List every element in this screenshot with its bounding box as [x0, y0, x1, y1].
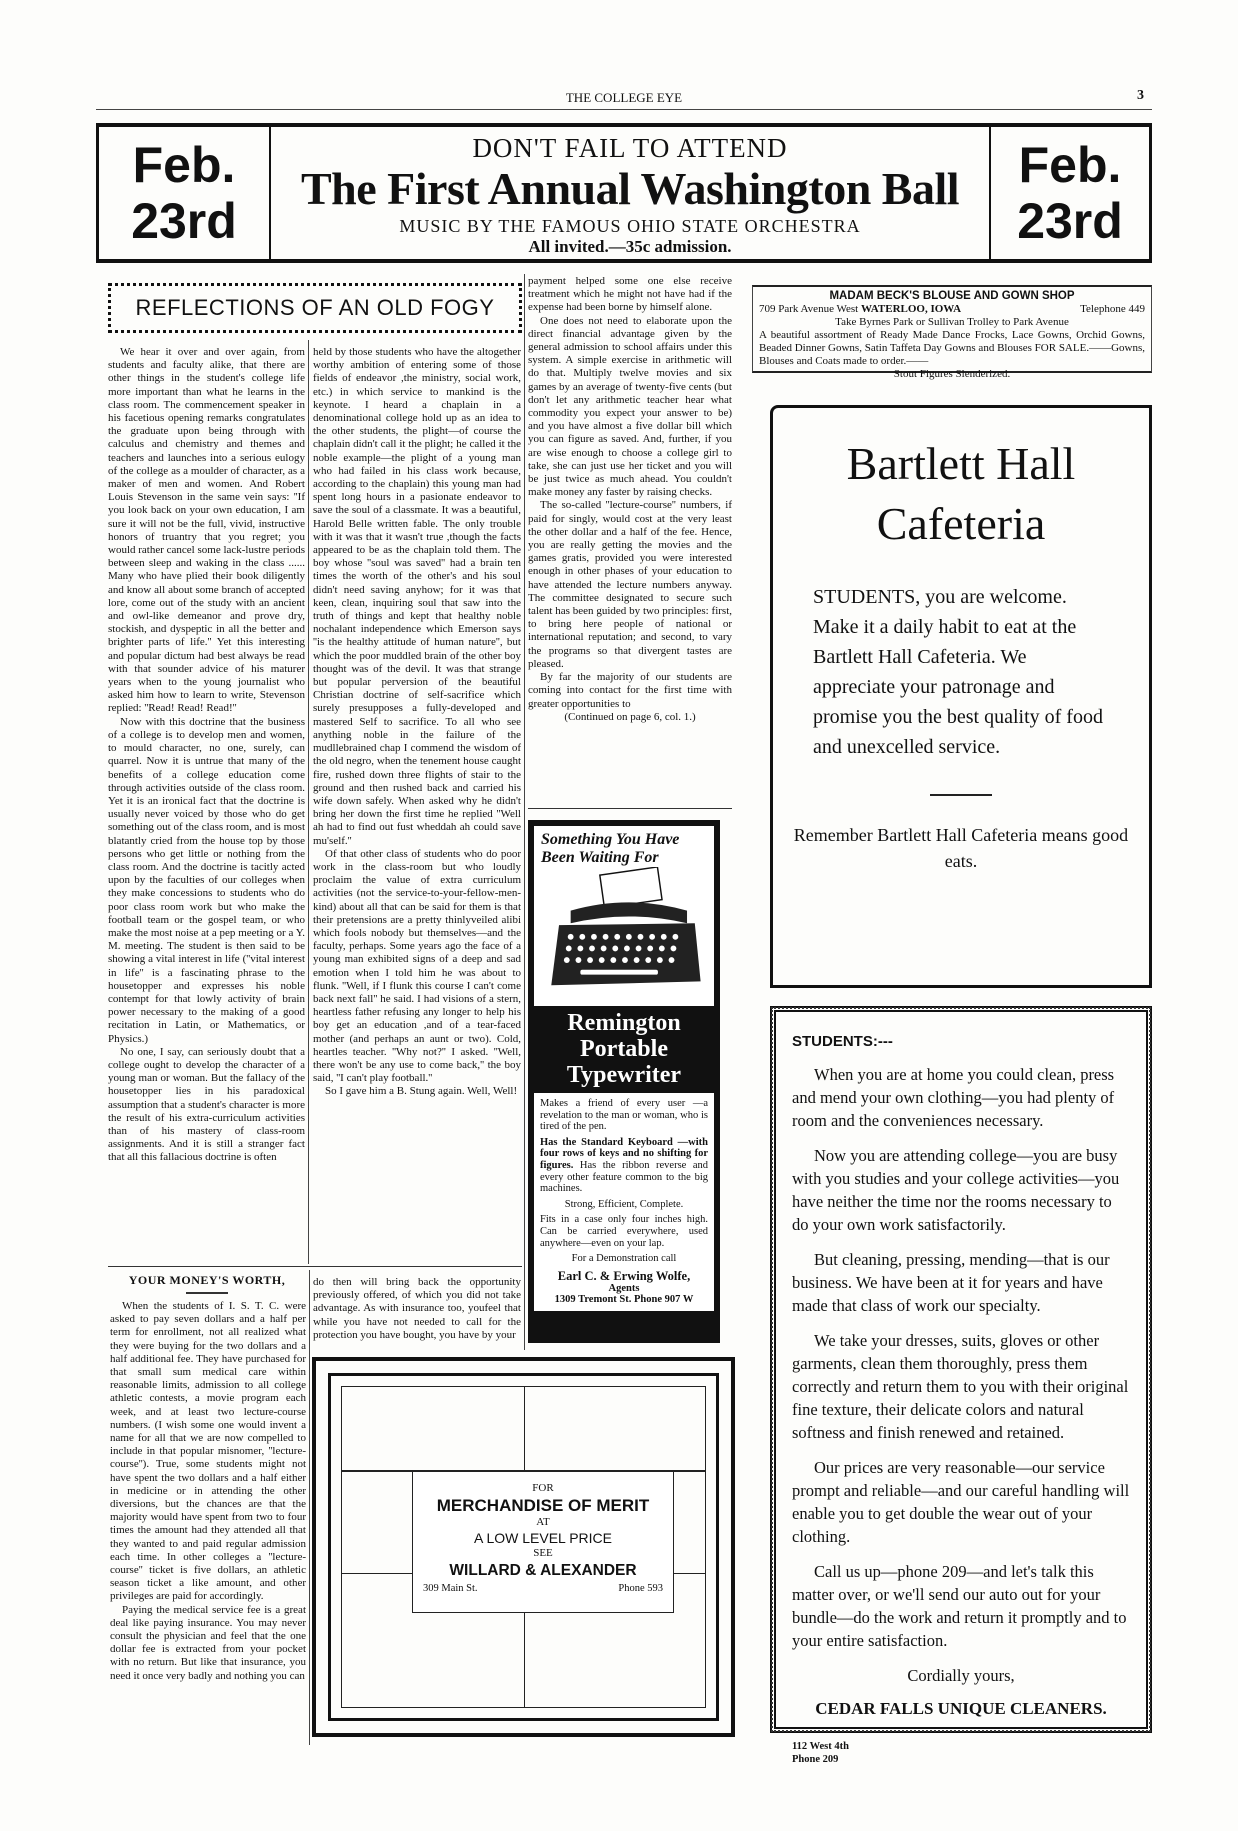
ad-paragraph: When you are at home you could clean, press and mend your own clothing—you had plenty of room and the conveniences necessary.: [792, 1065, 1115, 1130]
ad-line: FOR: [532, 1482, 554, 1494]
paragraph: The so-called ''lecture-course'' numbers, if paid for singly, would cost at the very least the other dollar and a half of the fee. Hence, you are really getting the movies and the games gratis, provided you were interested enough in other phases of your education to have attended the lecture numbers anyway. The committee designated to secure such talent has been guided by two principles: first, to bring here people of national or international reputation; and second, to vary the programs so that divergent tastes are pleased.: [528, 499, 732, 670]
paragraph: Now with this doctrine that the business of a college is to develop men and women, to mould character, no one, surely, can quarrel. Now it is untrue that many of the benefits of a college education come through activities outside of the class room. Yet it is an ironical fact that the doctrine is usually never voiced by those who do get something out of the class room, and is most blatantly cried from the house top by those persons who get little or nothing from the class room. And the doctrine is tacitly acted upon by the faculties of our colleges when they make concessions to students who do poor class room work but who make the football team or the gospel team, or who make the most noise at a pep meeting or a Y. M. meeting. The student is then said to be showing a vital interest in life (''vital interest in life'' is a fascinating phrase to the housetopper and expresses his noble contempt for that lowly activity of brain power necessary to the making of a good recitation in Latin, or Mathematics, or Physics.): [108, 715, 305, 1045]
banner-center: [271, 127, 989, 259]
ad-illustration-panel: [534, 826, 714, 1006]
ad-paragraph: Fits in a case only four inches high. Can be carried everywhere, used anywhere—even on your lap.: [540, 1214, 708, 1249]
ad-address: 112 West 4th: [792, 1741, 849, 1752]
page-number: 3: [1137, 88, 1144, 103]
banner-line-4: All invited.—35c admission.: [528, 237, 732, 256]
brand-line: Typewriter: [566, 1062, 682, 1088]
ad-footer: Remember Bartlett Hall Cafeteria means good eats.: [793, 825, 1129, 871]
paragraph: No one, I say, can seriously doubt that a college ought to develop the character of a young man or woman. But the fallacy of the housetopper lies in his paradoxical assumption that a student's character is more the result of his extra-curriculum activities than of his mastery of class-room assignments. And it is still a stranger fact that all this fallacious doctrine is often: [108, 1045, 305, 1164]
paragraph: By far the majority of our students are coming into contact for the first time with greater opportunities to: [528, 671, 732, 710]
ad-bold: Has the Standard Keyboard —with four rows of keys and no shifting for figures.: [540, 1136, 708, 1171]
paper-title: THE COLLEGE EYE: [565, 90, 683, 105]
ad-phone: Telephone 449: [1080, 303, 1145, 315]
ad-phone: Phone 209: [792, 1754, 839, 1765]
brand-line: Remington: [567, 1010, 681, 1036]
date-month: Feb.: [1018, 137, 1122, 193]
ad-salutation: STUDENTS:---: [792, 1033, 893, 1050]
ad-line: WILLARD & ALEXANDER: [449, 1562, 637, 1579]
column-rule: [308, 340, 309, 1264]
column-rule: [309, 1270, 310, 1745]
date-day: 23rd: [131, 193, 237, 249]
paragraph: When the students of I. S. T. C. were asked to pay seven dollars and a half per term for enrollment, not all realized what they were buying for the two dollars and a half additional fee. They have purchased for that small sum medical care within reasonable limits, admission to all college athletic contests, a movie program each week, and at least two lecture-course numbers. (I wish some one would invent a name for all that we are now compelled to include in that popular misnomer, ''lecture-course''). True, some students might not have spent the two dollars and a half either in medicine or in attending the other diversions, but the chances are that the majority would have spent from two to four times the amount had they attended all that they wanted to and paid regular admission each time. In other colleges a ''lecture-course'' ticket is five dollars, an athletic season ticket a like amount, and other privileges are paid for accordingly.: [110, 1300, 306, 1603]
ad-address: 709 Park Avenue West: [759, 303, 859, 315]
ad-line: SEE: [533, 1547, 553, 1559]
ad-paragraph: [540, 1137, 708, 1195]
ad-body: STUDENTS, you are welcome. Make it a daily habit to eat at the Bartlett Hall Cafeteria. We appreciate your patronage and promise you the best quality of food and unexcelled service.: [813, 586, 1103, 758]
paragraph: do then will bring back the opportunity previously offered, of which you did not take advantage. As with insurance too, youfeel that while you have not needed to call for the protection you have bought, you have by your: [313, 1276, 521, 1341]
paragraph: So I gave him a B. Stung again. Well, Well!: [325, 1085, 518, 1098]
ad-grid: [341, 1386, 706, 1708]
date-box-right: [989, 127, 1149, 259]
banner-headline: The First Annual Washington Ball: [300, 163, 960, 214]
bartlett-hall-cafeteria-ad: [770, 405, 1152, 988]
ad-line: AT: [536, 1516, 550, 1528]
money-article-column-2: [313, 1276, 521, 1342]
ad-address-row: [413, 1583, 673, 1594]
madam-beck-ad: [752, 285, 1152, 380]
date-box-left: [99, 127, 271, 259]
divider: [528, 808, 732, 809]
article-column-1: [108, 346, 305, 1165]
ad-title: Cafeteria: [876, 498, 1046, 549]
ad-paragraph: Strong, Efficient, Complete.: [564, 1198, 684, 1210]
ad-text: Has the ribbon reverse and every other feature common to the big machines.: [540, 1159, 708, 1195]
paragraph: We hear it over and over again, from students and faculty alike, that there are other things in the student's college life more important than what he learns in the class room. The commencement speaker in his facetious opening remarks congratulates the graduate upon being through with calculus and chemistry and themes and teachers and launches into a serious eulogy of the college as a moulder of character, as a maker of men and women. And Robert Louis Stevenson in the same vein says: ''If you look back on your own education, I am sure it will not be the full, vivid, instructive honors of truantry that you regret; you would rather cancel some lack-lustre periods between sleep and waking in the class ...... Many who have plied their book diligently and know all about some branch of accepted lore, come out of the study with an ancient and owl-like demeanor and prove dry, stockish, and dyspeptic in all the better and brighter parts of life.'' Yet this interesting and popular dictum had best always be read with that sounder advice of his maturer years when to the young journalist who asked him how to learn to write, Stevenson replied: ''Read! Read! Read!'': [108, 346, 306, 715]
ad-brand: [534, 1010, 714, 1088]
ad-firm-name: CEDAR FALLS UNIQUE CLEANERS.: [815, 1699, 1107, 1718]
washington-ball-banner-ad: [96, 123, 1152, 263]
continued-note: (Continued on page 6, col. 1.): [564, 710, 696, 723]
cedar-falls-cleaners-ad: [770, 1006, 1152, 1765]
ad-paragraph: Makes a friend of every user —a revelation to the man or woman, who is tired of the pen.: [540, 1098, 708, 1133]
ad-paragraph: Our prices are very reasonable—our service prompt and reliable—and our careful handling will enable you to get double the wear out of your clothing.: [792, 1458, 1130, 1546]
paragraph: One does not need to elaborate upon the direct financial advantage given by the general admission to school affairs under this system. A simple exercise in arithmetic will do that. Multiply twelve movies and six games by an average of twenty-five cents (but don't let any arithmetic teacher hear what commodity you expect your answer to be) and you have almost a five dollar bill which you can figure as saved. And, further, if you are wise enough to choose a college girl to take, she can just use her ticket and you will be just twice as much ahead. You couldn't make money any faster by raising checks.: [528, 314, 732, 499]
paragraph: Paying the medical service fee is a great deal like paying insurance. You may never consult the physician and feel that the one dollar fee is extracted from your pocket with no return. But like that insurance, you need it once very badly and nothing you can: [110, 1603, 306, 1682]
agents-label: Agents: [608, 1282, 640, 1294]
agents-address: 1309 Tremont St. Phone 907 W: [554, 1294, 694, 1306]
ad-slogan: Something You Have Been Waiting For: [541, 831, 680, 866]
ad-paragraph: But cleaning, pressing, mending—that is our business. We have been at it for years and have made that class of work our specialty.: [792, 1250, 1110, 1315]
divider: [186, 1292, 228, 1294]
banner-line-1: DON'T FAIL TO ATTEND: [472, 133, 788, 163]
ad-center-box: [412, 1471, 674, 1613]
money-article-column-3: [528, 275, 732, 724]
ad-paragraph: Call us up—phone 209—and let's talk this matter over, or we'll send our auto out for your bundle—do the work and return it promptly and to your entire satisfaction.: [792, 1562, 1127, 1650]
article-column-2: [313, 346, 521, 1099]
paragraph: payment helped some one else receive treatment which he might not have had if the expense had been borne by himself alone.: [528, 275, 732, 314]
ad-tagline: Stout Figures Slenderized.: [893, 368, 1011, 380]
divider: [108, 1266, 522, 1267]
ad-paragraph: Now you are attending college—you are busy with you studies and your college activities—you have neither the time nor the rooms necessary to do your own work satisfactorily.: [792, 1146, 1120, 1234]
article-headline: REFLECTIONS OF AN OLD FOGY: [108, 283, 522, 333]
ad-closing: Cordially yours,: [907, 1666, 1015, 1685]
ad-directions: Take Byrnes Park or Sullivan Trolley to Park Avenue: [835, 316, 1069, 328]
ad-paragraph: For a Demonstration call: [571, 1253, 677, 1265]
typewriter-icon: [541, 867, 707, 995]
date-day: 23rd: [1017, 193, 1123, 249]
date-month: Feb.: [132, 137, 236, 193]
ad-address-row: [753, 303, 1151, 316]
ad-city: WATERLOO, IOWA: [860, 303, 962, 315]
ad-title: Bartlett Hall: [846, 438, 1076, 489]
ad-frame: [328, 1373, 719, 1721]
divider: [930, 794, 992, 796]
agents-name: Earl C. & Erwing Wolfe,: [557, 1268, 691, 1283]
ad-paragraph: We take your dresses, suits, gloves or other garments, clean them thoroughly, press them correctly and return them to you with their original fine texture, their delicate colors and natural softness and finish renewed and retained.: [792, 1331, 1129, 1442]
column-rule: [524, 274, 525, 1350]
ad-title: MADAM BECK'S BLOUSE AND GOWN SHOP: [829, 290, 1075, 302]
money-article-headline: YOUR MONEY'S WORTH,: [128, 1273, 286, 1287]
willard-alexander-ad: [312, 1357, 735, 1737]
remington-typewriter-ad: [528, 820, 720, 1343]
banner-line-3: MUSIC BY THE FAMOUS OHIO STATE ORCHESTRA: [399, 216, 861, 236]
ad-body: A beautiful assortment of Ready Made Dance Frocks, Lace Gowns, Orchid Gowns, Beaded Dinner Gowns, Satin Taffeta Day Gowns and Blouses FOR SALE.——Gowns, Blouses and Coats made to order.——: [759, 329, 1145, 367]
ad-line: MERCHANDISE OF MERIT: [436, 1496, 650, 1515]
ad-address: 309 Main St.: [423, 1583, 478, 1594]
paragraph: held by those students who have the altogether worthy ambition of entering some of those fields of endeavor ,the ministry, social work, etc.) in which service to mankind is the keynote. I heard a chaplain in a denominational college hold up as an idea to the other students, the plight—of course the chaplain didn't call it the plight; he called it the noble example—the plight of a young man who had failed in his class work because, according to the chaplain) this young man had spent long hours in a pasionate endeavor to save the soul of a classmate. It was a beautiful, Harold Belle written fable. The only trouble with it was that it wasn't true ,though the facts appeared to be as the chaplain told them. The boy whose ''soul was saved'' had a brain ten times the worth of the other's and his soul didn't need saving anyhow; for it was that keen, clean, inquiring soul that saw into the truth of things and kept that healthy noble nochalant independence which Emerson says ''is the healthy attitude of human nature'', but which the poor muddled brain of the other boy thought was of the devil. It was that strange but popular perversion of the beautiful Christian doctrine of self-sacrifice which surely presupposes a fully-developed and mastered Self to sacrifice. To all who see anything noble in the failure of the mudllebrained chap I commend the wisdom of the old negro, when the tenement house caught fire, rushed down three flights of stair to the ground and then rushed back and carried his wife down safely. When asked why he didn't bring her down the first time he replied ''Well ah had to find out fust wheddah ah could save mu'self.'': [313, 346, 521, 847]
ad-line: A LOW LEVEL PRICE: [474, 1530, 612, 1546]
paragraph: Of that other class of students who do poor work in the class-room but who loudly proclaim the value of extra curriculum activities (not the service-to-your-fellow-men-kind) about all that can be said for them is that their pretensions are a pretty thinlyveiled alibi which fools nobody but themselves—and the faculty, perhaps. Some years ago the face of a young man exhibited signs of a deep and sad emotion when I told him he was about to flunk. ''Well, if I flunk this course I can't come back next fall'' he said. I had visions of a stern, heartless father refusing any longer to help his boy get an education ,and of a tear-faced mother (and perhaps an aunt or two). Cold, heartles teacher. ''Why not?'' I asked. ''Well, there won't be any use to come back,'' the boy said, ''I can't play football.'': [313, 847, 521, 1085]
running-header: [96, 88, 1152, 110]
ad-phone: Phone 593: [618, 1583, 663, 1594]
ad-copy: [534, 1093, 714, 1311]
brand-line: Portable: [580, 1036, 668, 1062]
money-article-column-1: [110, 1300, 306, 1683]
